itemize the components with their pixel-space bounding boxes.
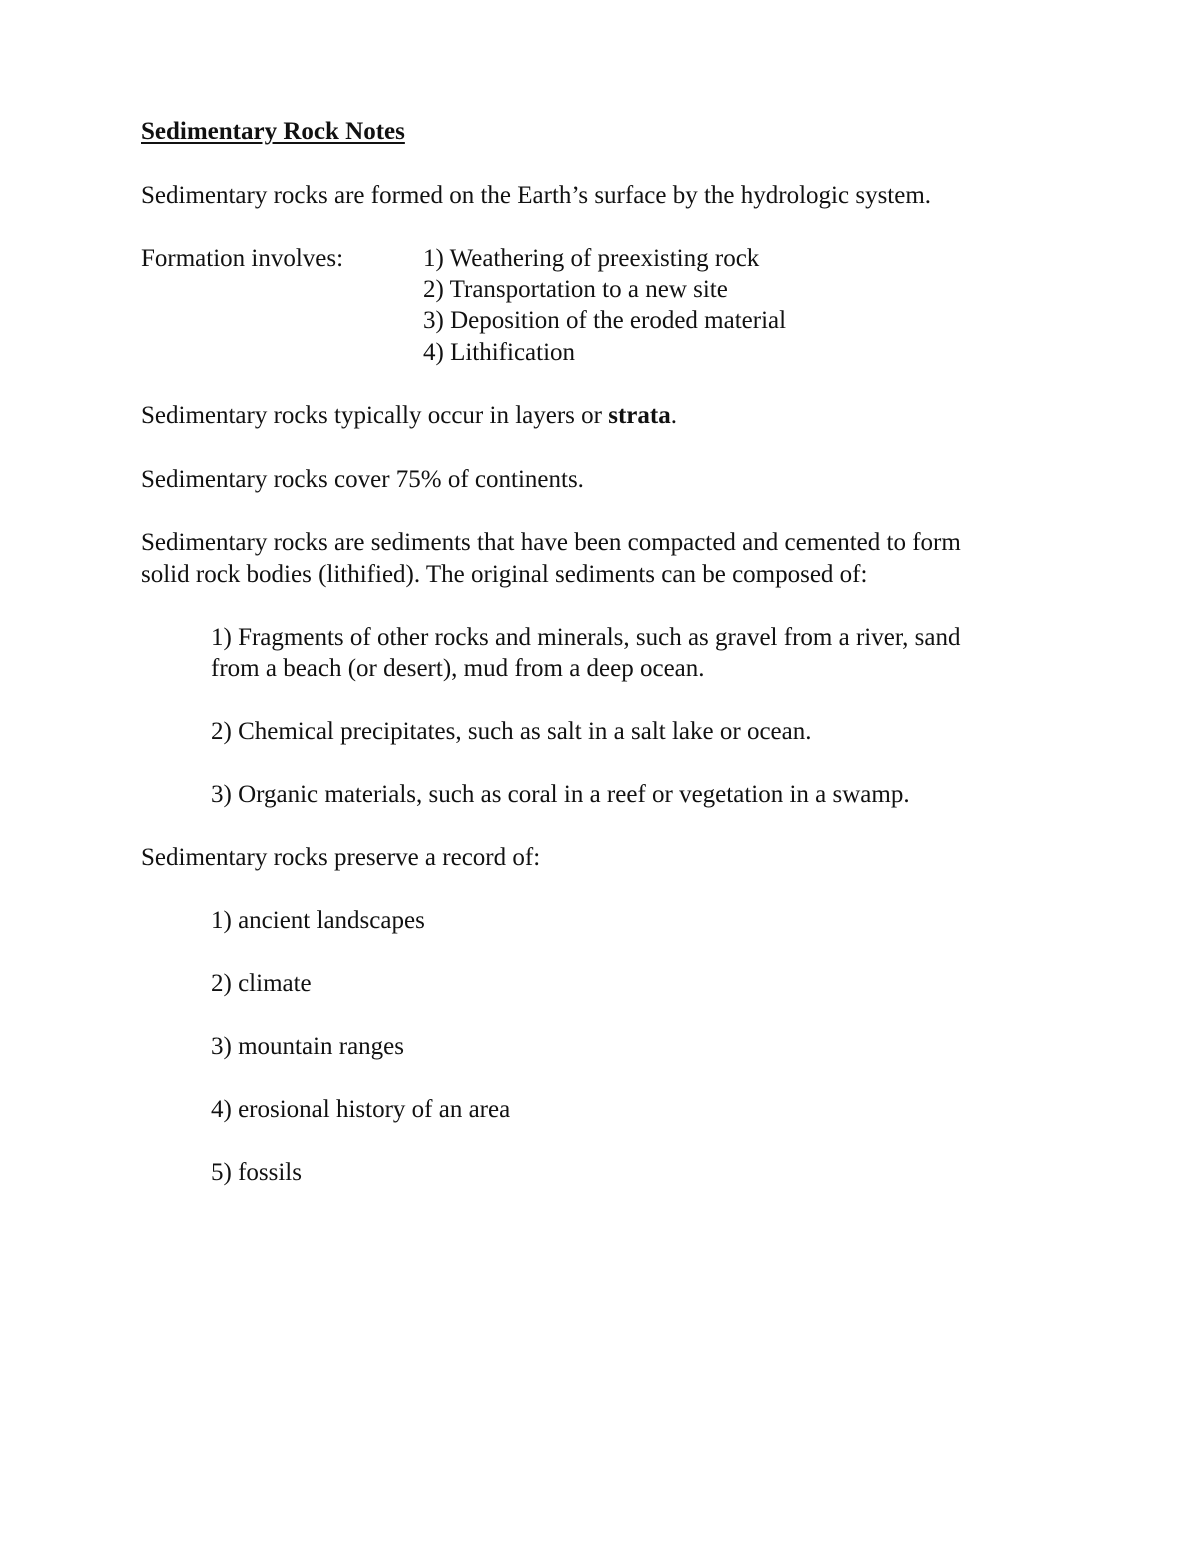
formation-label: Formation involves:	[141, 245, 344, 272]
formation-step: 3) Deposition of the eroded material	[423, 307, 787, 334]
record-item: 3) mountain ranges	[211, 1033, 405, 1060]
page-title: Sedimentary Rock Notes	[141, 118, 405, 145]
record-item: 5) fossils	[211, 1159, 302, 1186]
sediments-paragraph-line: solid rock bodies (lithified). The original sediments can be composed of:	[141, 561, 868, 588]
record-item: 4) erosional history of an area	[211, 1096, 511, 1123]
formation-step: 2) Transportation to a new site	[423, 276, 728, 303]
formation-step: 4) Lithification	[423, 339, 576, 366]
sediment-type-item: 1) Fragments of other rocks and minerals, such as gravel from a river, sand	[211, 624, 961, 651]
strata-period: .	[670, 402, 677, 429]
intro-paragraph: Sedimentary rocks are formed on the Earth’s surface by the hydrologic system.	[141, 182, 932, 209]
sediment-type-item: from a beach (or desert), mud from a deep ocean.	[211, 655, 705, 682]
sediments-paragraph-line: Sedimentary rocks are sediments that have been compacted and cemented to form	[141, 529, 961, 556]
coverage-paragraph: Sedimentary rocks cover 75% of continents.	[141, 466, 584, 493]
record-label: Sedimentary rocks preserve a record of:	[141, 844, 541, 871]
strata-text: Sedimentary rocks typically occur in layers or	[141, 402, 609, 429]
record-item: 2) climate	[211, 970, 312, 997]
sediment-type-item: 3) Organic materials, such as coral in a reef or vegetation in a swamp.	[211, 781, 910, 808]
strata-paragraph	[141, 400, 677, 432]
record-item: 1) ancient landscapes	[211, 907, 425, 934]
sediment-type-item: 2) Chemical precipitates, such as salt in a salt lake or ocean.	[211, 718, 812, 745]
strata-term: strata	[608, 402, 671, 429]
formation-step: 1) Weathering of preexisting rock	[423, 245, 760, 272]
